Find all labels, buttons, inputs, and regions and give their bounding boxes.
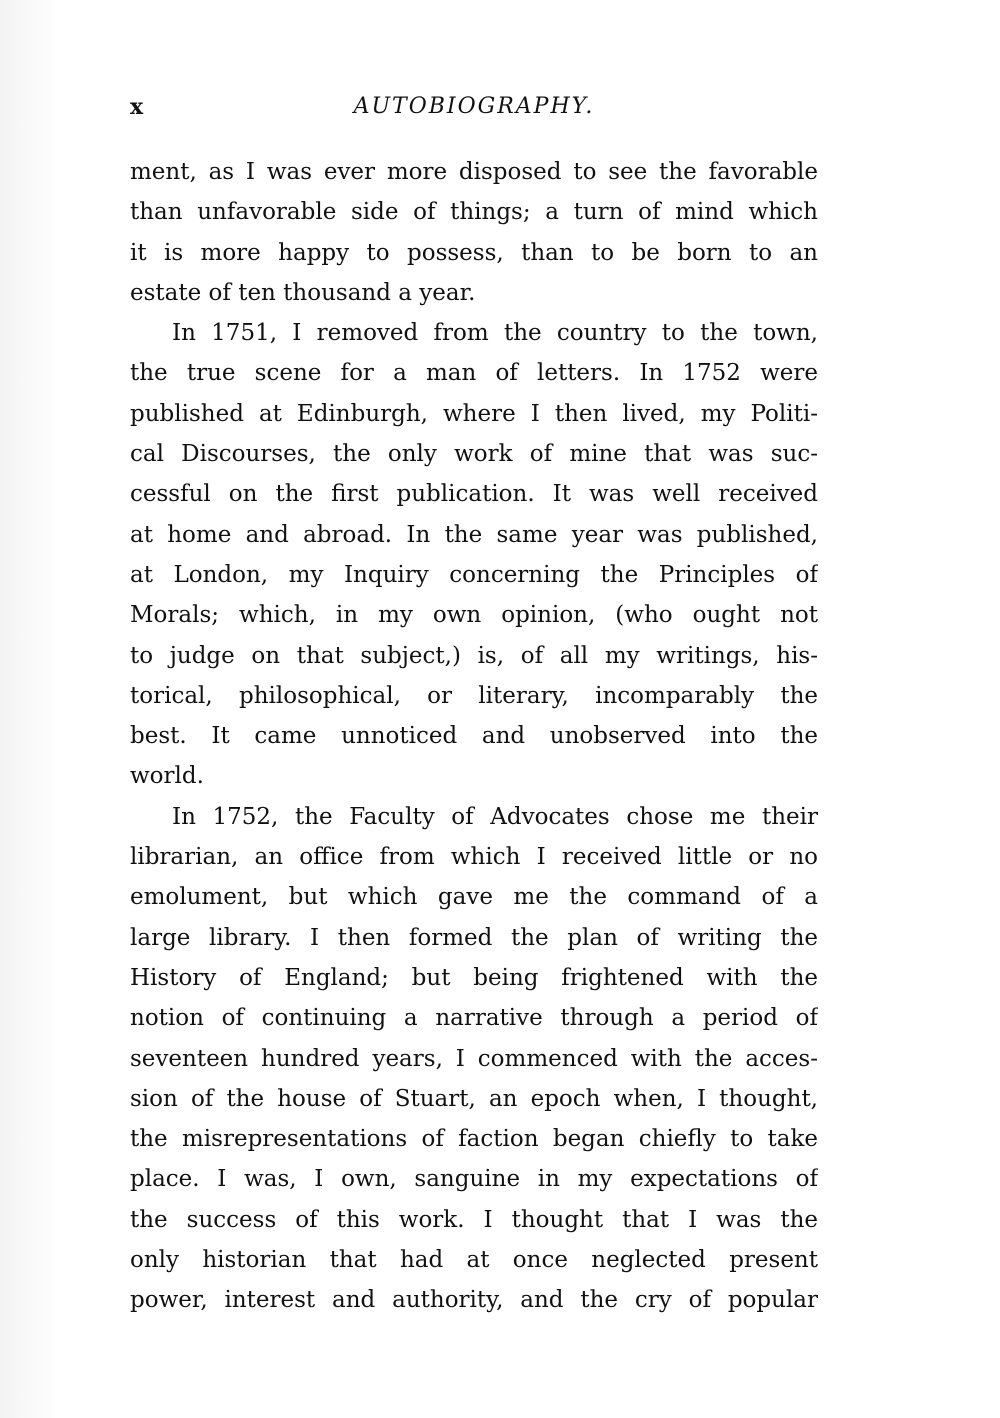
text-line: power, interest and authority, and the cry of popular: [130, 1287, 818, 1314]
text-line: In 1752, the Faculty of Advocates chose me their: [172, 803, 818, 830]
text-line: sion of the house of Stuart, an epoch when, I thought,: [130, 1085, 818, 1112]
text-line: only historian that had at once neglected present: [130, 1247, 818, 1274]
text-line: place. I was, I own, sanguine in my expectations of: [130, 1166, 818, 1193]
text-line: than unfavorable side of things; a turn of mind which: [130, 199, 818, 226]
text-line: world.: [130, 763, 204, 790]
text-line: best. It came unnoticed and unobserved into the: [130, 723, 818, 750]
text-line: large library. I then formed the plan of writing the: [130, 924, 818, 951]
text-line: to judge on that subject,) is, of all my writings, his-: [130, 642, 818, 669]
text-line: at London, my Inquiry concerning the Principles of: [130, 561, 818, 588]
text-line: the true scene for a man of letters. In 1752 were: [130, 360, 818, 387]
scan-margin-shadow: [0, 0, 58, 1418]
text-line: emolument, but which gave me the command of a: [130, 884, 818, 911]
text-line: librarian, an office from which I received little or no: [130, 844, 818, 871]
running-title: AUTOBIOGRAPHY.: [353, 94, 595, 119]
text-line: the misrepresentations of faction began chiefly to take: [130, 1126, 818, 1153]
book-page: [130, 86, 818, 1321]
text-line: cessful on the first publication. It was well received: [130, 481, 818, 508]
body-text: [130, 152, 818, 1321]
running-head: [130, 86, 818, 126]
paragraph-3: [130, 797, 818, 1321]
text-line: estate of ten thousand a year.: [130, 279, 476, 306]
text-line: In 1751, I removed from the country to the town,: [172, 320, 818, 347]
text-line: torical, philosophical, or literary, incomparably the: [130, 682, 818, 709]
text-line: cal Discourses, the only work of mine that was suc-: [130, 441, 818, 468]
page-number: x: [130, 94, 144, 120]
text-line: History of England; but being frightened with the: [130, 964, 818, 991]
text-line: the success of this work. I thought that I was the: [130, 1206, 818, 1233]
text-line: notion of continuing a narrative through a period of: [130, 1005, 818, 1032]
paragraph-2: [130, 313, 818, 797]
text-line: it is more happy to possess, than to be born to an: [130, 239, 818, 266]
paragraph-1: [130, 152, 818, 313]
text-line: Morals; which, in my own opinion, (who ought not: [130, 602, 818, 629]
text-line: at home and abroad. In the same year was published,: [130, 521, 818, 548]
text-line: seventeen hundred years, I commenced with the acces-: [130, 1045, 818, 1072]
text-line: ment, as I was ever more disposed to see the favorable: [130, 159, 818, 185]
text-line: published at Edinburgh, where I then lived, my Politi-: [130, 400, 818, 427]
